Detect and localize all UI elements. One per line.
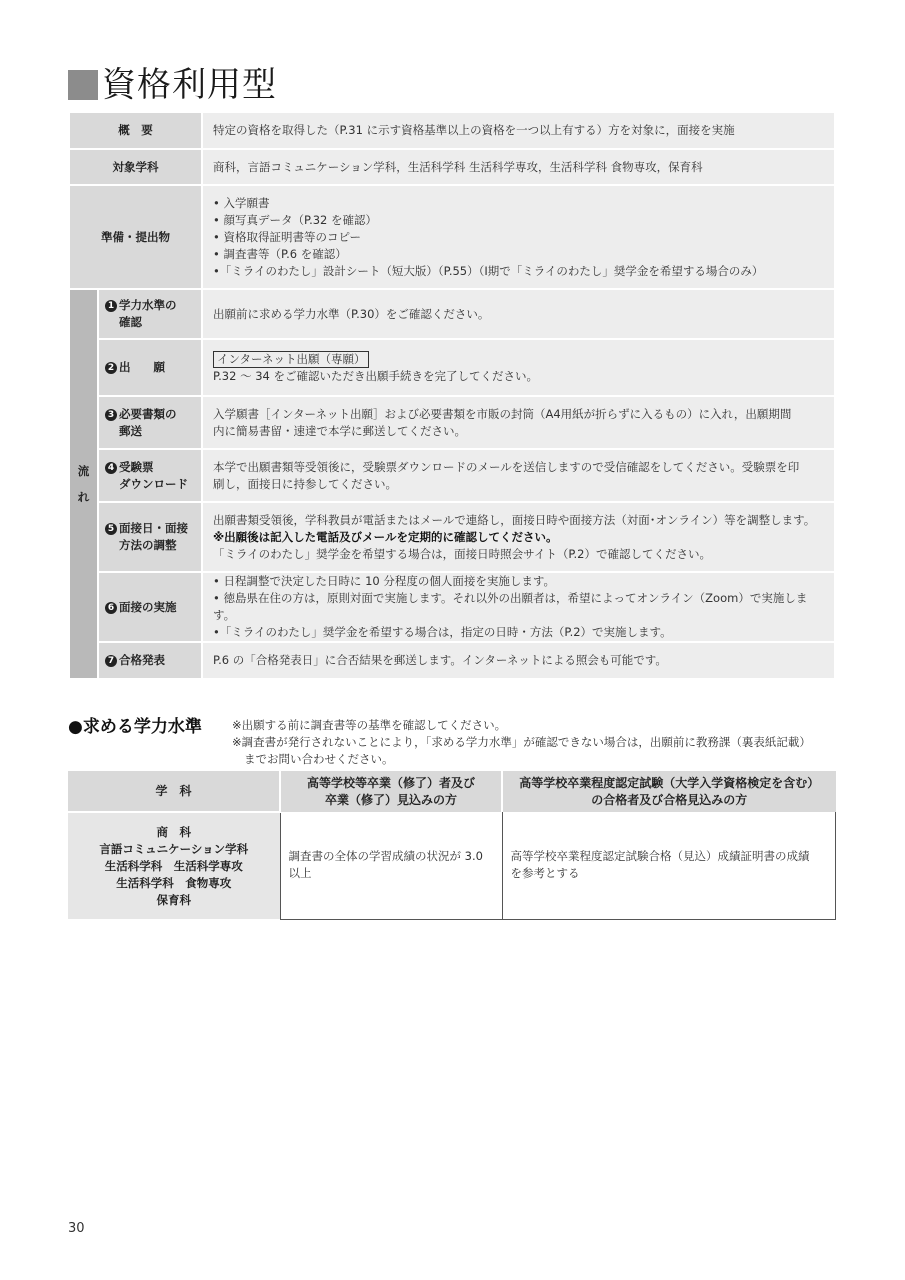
req-body-row bbox=[68, 812, 836, 919]
online-application-box: インターネット出願（専願） bbox=[213, 351, 369, 368]
dept-list: 商 科 言語コミュニケーション学科 生活科学科 生活科学専攻 生活科学科 食物専攻 保育科 bbox=[68, 812, 280, 919]
step-6-label: 6 面接の実施 bbox=[98, 572, 202, 642]
overview-text: 特定の資格を取得した（P.31 に示す資格基準以上の資格を一つ以上有する）方を対象に，面接を実施 bbox=[202, 112, 835, 149]
step-5-label: 5 面接日・面接 方法の調整 bbox=[98, 502, 202, 572]
academic-level-title: ●求める学力水準 bbox=[68, 717, 202, 737]
flow-step-3 bbox=[69, 396, 835, 449]
flow-step-4 bbox=[69, 449, 835, 502]
flow-side-label: 流 れ bbox=[69, 289, 98, 679]
flow-step-2 bbox=[69, 339, 835, 396]
step-1-label: 1 学力水準の 確認 bbox=[98, 289, 202, 339]
academic-requirement-table bbox=[68, 771, 836, 920]
row-departments bbox=[69, 149, 835, 185]
row-documents bbox=[69, 185, 835, 289]
step-3-text: 入学願書［インターネット出願］および必要書類を市販の封筒（A4用紙が折らずに入るもの）に入れ，出願期間 内に簡易書留・速達で本学に郵送してください。 bbox=[202, 396, 835, 449]
row-overview bbox=[69, 112, 835, 149]
step-4-label: 4 受験票 ダウンロード bbox=[98, 449, 202, 502]
document-item: • 調査書等（P.6 を確認） bbox=[213, 246, 347, 261]
step-1-text: 出願前に求める学力水準（P.30）をご確認ください。 bbox=[202, 289, 835, 339]
step-5-text: 出願書類受領後，学科教員が電話またはメールで連絡し，面接日時や面接方法（対面･オンライン）等を調整します。 ※出願後は記入した電話及びメールを定期的に確認してください。 「ミライのわたし」奨学金を希望する場合は，面接日時照会サイト（P.2）で確認してください。 bbox=[202, 502, 835, 572]
admission-info-table bbox=[68, 111, 836, 680]
document-item: • 顔写真データ（P.32 を確認） bbox=[213, 212, 378, 227]
step-7-label: 7 合格発表 bbox=[98, 642, 202, 679]
title-square-marker bbox=[68, 70, 98, 100]
hs-requirement: 調査書の全体の学習成績の状況が 3.0 以上 bbox=[280, 812, 502, 919]
departments-label: 対象学科 bbox=[69, 149, 202, 185]
academic-notes: ※出願する前に調査書等の基準を確認してください。 ※調査書が発行されないことにより，「求める学力水準」が確認できない場合は，出願前に教務課（裏表紙記載） までお問い合わせください。 bbox=[232, 718, 811, 766]
step-6-text: • 日程調整で決定した日時に 10 分程度の個人面接を実施します。 • 徳島県在住の方は，原則対面で実施します。それ以外の出願者は，希望によってオンライン（Zoom）で実施します。 •「ミライのわたし」奨学金を希望する場合は，指定の日時・方法（P.2）で実施します。 bbox=[202, 572, 835, 642]
step-7-text: P.6 の「合格発表日」に合否結果を郵送します。インターネットによる照会も可能です。 bbox=[202, 642, 835, 679]
page-number: 30 bbox=[68, 1221, 85, 1236]
page-title-text: 資格利用型 bbox=[102, 65, 277, 105]
dept-header: 学 科 bbox=[68, 771, 280, 812]
documents-list bbox=[202, 185, 835, 289]
overview-label: 概 要 bbox=[69, 112, 202, 149]
eq-header: 高等学校卒業程度認定試験（大学入学資格検定を含む） の合格者及び合格見込みの方 bbox=[502, 771, 836, 812]
document-item: • 入学願書 bbox=[213, 195, 270, 210]
flow-step-7 bbox=[69, 642, 835, 679]
req-header-row bbox=[68, 771, 836, 812]
flow-step-6 bbox=[69, 572, 835, 642]
step-4-text: 本学で出願書類等受領後に，受験票ダウンロードのメールを送信しますので受信確認をしてください。受験票を印 刷し，面接日に持参してください。 bbox=[202, 449, 835, 502]
hs-header: 高等学校等卒業（修了）者及び 卒業（修了）見込みの方 bbox=[280, 771, 502, 812]
page-title bbox=[68, 62, 277, 108]
step-3-label: 3 必要書類の 郵送 bbox=[98, 396, 202, 449]
documents-label: 準備・提出物 bbox=[69, 185, 202, 289]
flow-step-5 bbox=[69, 502, 835, 572]
departments-text: 商科，言語コミュニケーション学科，生活科学科 生活科学専攻，生活科学科 食物専攻，保育科 bbox=[202, 149, 835, 185]
document-item: •「ミライのわたし」設計シート（短大版）（P.55）（Ⅰ期で「ミライのわたし」奨学金を希望する場合のみ） bbox=[213, 263, 764, 278]
flow-step-1 bbox=[69, 289, 835, 339]
step-2-text: インターネット出願（専願） P.32 ～ 34 をご確認いただき出願手続きを完了してください。 bbox=[202, 339, 835, 396]
step-2-label: 2 出 願 bbox=[98, 339, 202, 396]
eq-requirement: 高等学校卒業程度認定試験合格（見込）成績証明書の成績 を参考とする bbox=[502, 812, 836, 919]
document-item: • 資格取得証明書等のコピー bbox=[213, 229, 361, 244]
